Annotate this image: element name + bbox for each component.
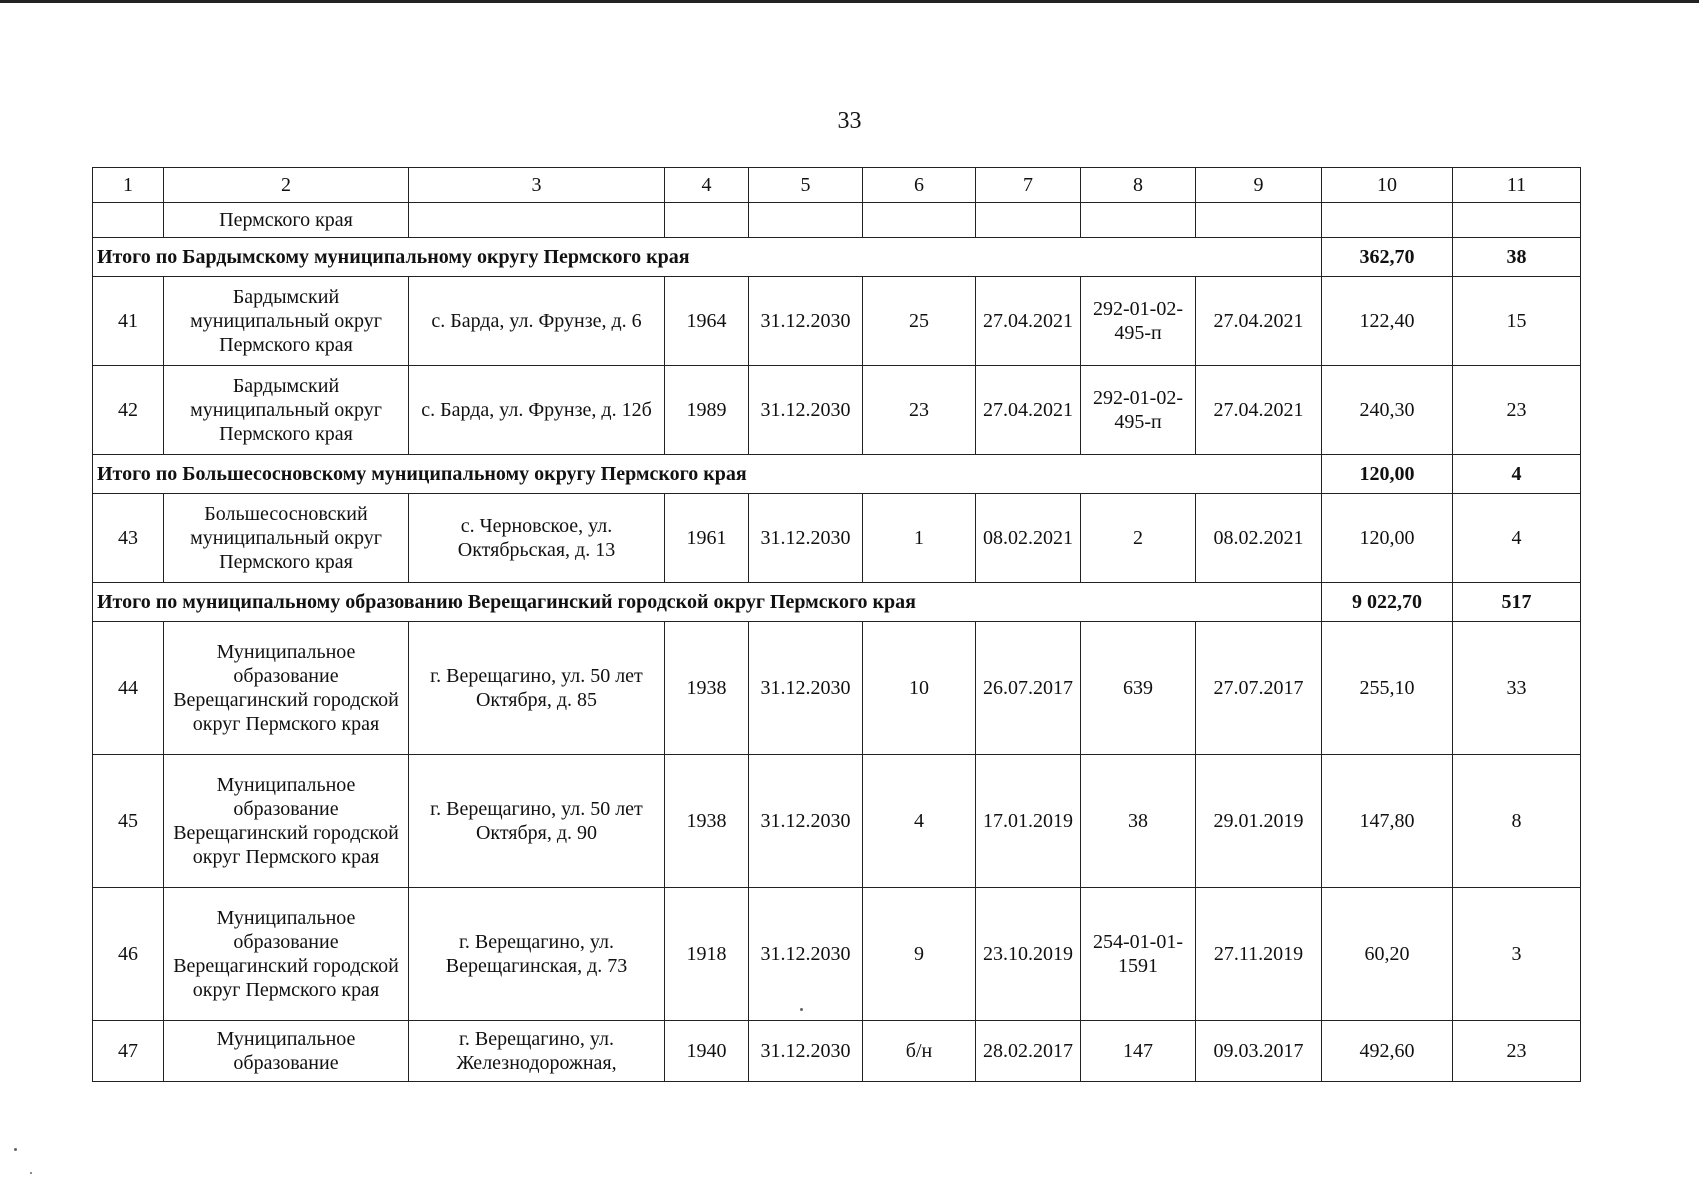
row-number: 44 — [93, 622, 164, 755]
row-number: 42 — [93, 366, 164, 455]
doc-number-cell: 292-01-02-495-п — [1081, 366, 1196, 455]
row-number: 45 — [93, 755, 164, 888]
header-cell: 5 — [749, 168, 863, 203]
date-cell: 29.01.2019 — [1196, 755, 1322, 888]
col6-cell: 9 — [863, 888, 976, 1021]
date-cell: 23.10.2019 — [976, 888, 1081, 1021]
doc-number-cell: 639 — [1081, 622, 1196, 755]
deadline-cell: 31.12.2030 — [749, 1021, 863, 1082]
date-cell: 09.03.2017 — [1196, 1021, 1322, 1082]
deadline-cell: 31.12.2030 — [749, 277, 863, 366]
header-cell: 6 — [863, 168, 976, 203]
housing-table — [92, 167, 1581, 1082]
date-cell: 27.04.2021 — [976, 366, 1081, 455]
date-cell: 27.04.2021 — [976, 277, 1081, 366]
count-cell: 33 — [1453, 622, 1581, 755]
row-number: 47 — [93, 1021, 164, 1082]
total-area: 9 022,70 — [1322, 583, 1453, 622]
area-cell: 255,10 — [1322, 622, 1453, 755]
total-count: 38 — [1453, 238, 1581, 277]
total-area: 120,00 — [1322, 455, 1453, 494]
table-row — [93, 277, 1581, 366]
address-cell: г. Верещагино, ул. 50 лет Октября, д. 90 — [409, 755, 665, 888]
doc-number-cell: 2 — [1081, 494, 1196, 583]
col6-cell: 10 — [863, 622, 976, 755]
header-cell: 9 — [1196, 168, 1322, 203]
count-cell: 4 — [1453, 494, 1581, 583]
owner-cell: Муниципальное образование Верещагинский городской округ Пермского края — [164, 755, 409, 888]
area-cell: 120,00 — [1322, 494, 1453, 583]
date-cell: 08.02.2021 — [976, 494, 1081, 583]
area-cell: 492,60 — [1322, 1021, 1453, 1082]
deadline-cell: 31.12.2030 — [749, 494, 863, 583]
table-cell — [93, 203, 164, 238]
table-cell — [409, 203, 665, 238]
scan-speck — [30, 1172, 32, 1174]
doc-number-cell: 292-01-02-495-п — [1081, 277, 1196, 366]
count-cell: 23 — [1453, 366, 1581, 455]
header-cell: 3 — [409, 168, 665, 203]
table-row — [93, 366, 1581, 455]
col6-cell: б/н — [863, 1021, 976, 1082]
date-cell: 28.02.2017 — [976, 1021, 1081, 1082]
continuation-row — [93, 203, 1581, 238]
page-number: 33 — [837, 108, 862, 134]
col6-cell: 25 — [863, 277, 976, 366]
table-row — [93, 888, 1581, 1021]
count-cell: 15 — [1453, 277, 1581, 366]
year-cell: 1918 — [665, 888, 749, 1021]
table-row — [93, 1021, 1581, 1082]
year-cell: 1940 — [665, 1021, 749, 1082]
owner-cell: Пермского края — [164, 203, 409, 238]
header-cell: 10 — [1322, 168, 1453, 203]
table-cell — [665, 203, 749, 238]
header-cell: 7 — [976, 168, 1081, 203]
owner-cell: Муниципальное образование Верещагинский городской округ Пермского края — [164, 888, 409, 1021]
count-cell: 3 — [1453, 888, 1581, 1021]
scan-speck — [800, 1008, 803, 1011]
doc-number-cell: 254-01-01-1591 — [1081, 888, 1196, 1021]
owner-cell: Бардымский муниципальный округ Пермского края — [164, 366, 409, 455]
address-cell: с. Барда, ул. Фрунзе, д. 6 — [409, 277, 665, 366]
date-cell: 27.04.2021 — [1196, 277, 1322, 366]
deadline-cell: 31.12.2030 — [749, 366, 863, 455]
address-cell: с. Барда, ул. Фрунзе, д. 12б — [409, 366, 665, 455]
date-cell: 27.07.2017 — [1196, 622, 1322, 755]
header-cell: 2 — [164, 168, 409, 203]
total-row — [93, 455, 1581, 494]
address-cell: г. Верещагино, ул. Верещагинская, д. 73 — [409, 888, 665, 1021]
total-row — [93, 238, 1581, 277]
year-cell: 1961 — [665, 494, 749, 583]
row-number: 43 — [93, 494, 164, 583]
total-row — [93, 583, 1581, 622]
table-cell — [1196, 203, 1322, 238]
year-cell: 1989 — [665, 366, 749, 455]
table-cell — [1081, 203, 1196, 238]
table-row — [93, 755, 1581, 888]
header-cell: 11 — [1453, 168, 1581, 203]
col6-cell: 23 — [863, 366, 976, 455]
total-area: 362,70 — [1322, 238, 1453, 277]
date-cell: 27.04.2021 — [1196, 366, 1322, 455]
scan-top-edge — [0, 0, 1699, 3]
address-cell: г. Верещагино, ул. 50 лет Октября, д. 85 — [409, 622, 665, 755]
header-cell: 1 — [93, 168, 164, 203]
doc-number-cell: 38 — [1081, 755, 1196, 888]
total-label: Итого по муниципальному образованию Верещагинский городской округ Пермского края — [93, 583, 1322, 622]
address-cell: г. Верещагино, ул. Железнодорожная, — [409, 1021, 665, 1082]
count-cell: 23 — [1453, 1021, 1581, 1082]
table-cell — [863, 203, 976, 238]
header-cell: 4 — [665, 168, 749, 203]
total-count: 4 — [1453, 455, 1581, 494]
row-number: 46 — [93, 888, 164, 1021]
doc-number-cell: 147 — [1081, 1021, 1196, 1082]
date-cell: 26.07.2017 — [976, 622, 1081, 755]
scan-speck — [14, 1148, 17, 1151]
date-cell: 08.02.2021 — [1196, 494, 1322, 583]
deadline-cell: 31.12.2030 — [749, 755, 863, 888]
owner-cell: Бардымский муниципальный округ Пермского края — [164, 277, 409, 366]
col6-cell: 4 — [863, 755, 976, 888]
area-cell: 147,80 — [1322, 755, 1453, 888]
count-cell: 8 — [1453, 755, 1581, 888]
table-row — [93, 494, 1581, 583]
year-cell: 1938 — [665, 622, 749, 755]
row-number: 41 — [93, 277, 164, 366]
table-cell — [976, 203, 1081, 238]
total-label: Итого по Бардымскому муниципальному округу Пермского края — [93, 238, 1322, 277]
total-count: 517 — [1453, 583, 1581, 622]
table-cell — [1453, 203, 1581, 238]
year-cell: 1964 — [665, 277, 749, 366]
table-row — [93, 622, 1581, 755]
area-cell: 122,40 — [1322, 277, 1453, 366]
column-number-row — [93, 168, 1581, 203]
deadline-cell: 31.12.2030 — [749, 888, 863, 1021]
address-cell: с. Черновское, ул. Октябрьская, д. 13 — [409, 494, 665, 583]
table-cell — [749, 203, 863, 238]
date-cell: 27.11.2019 — [1196, 888, 1322, 1021]
date-cell: 17.01.2019 — [976, 755, 1081, 888]
header-cell: 8 — [1081, 168, 1196, 203]
table-cell — [1322, 203, 1453, 238]
total-label: Итого по Большесосновскому муниципальному округу Пермского края — [93, 455, 1322, 494]
owner-cell: Большесосновский муниципальный округ Пермского края — [164, 494, 409, 583]
owner-cell: Муниципальное образование — [164, 1021, 409, 1082]
col6-cell: 1 — [863, 494, 976, 583]
year-cell: 1938 — [665, 755, 749, 888]
owner-cell: Муниципальное образование Верещагинский городской округ Пермского края — [164, 622, 409, 755]
area-cell: 60,20 — [1322, 888, 1453, 1021]
area-cell: 240,30 — [1322, 366, 1453, 455]
deadline-cell: 31.12.2030 — [749, 622, 863, 755]
